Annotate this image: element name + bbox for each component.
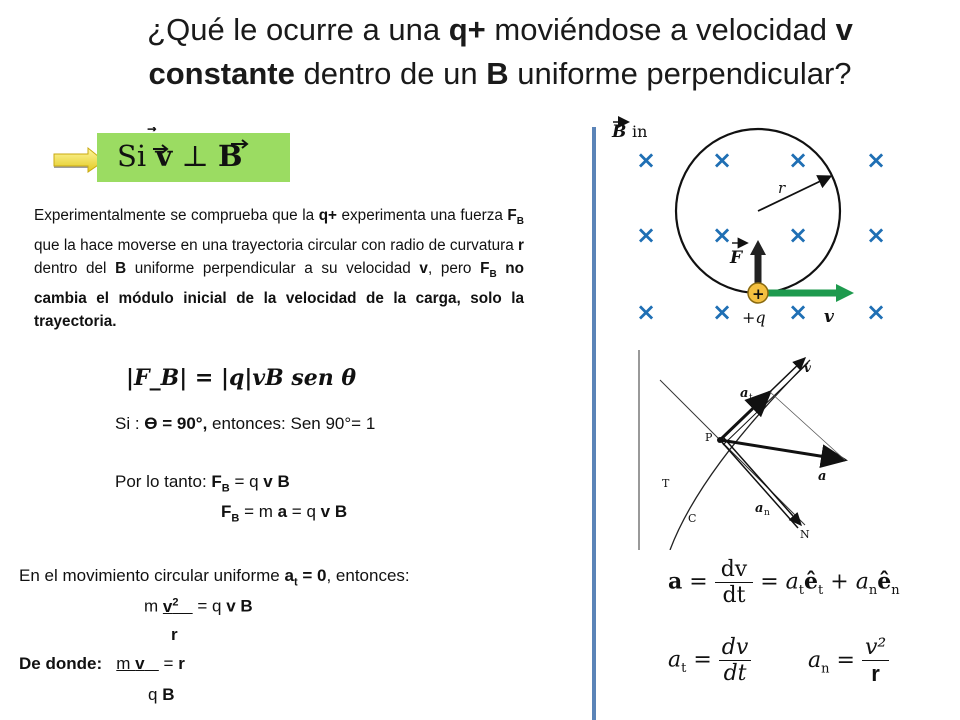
svg-text:a: a bbox=[755, 501, 764, 516]
description-paragraph: Experimentalmente se comprueba que la q+ experimenta una fuerza $F_B$ que la hace moverse en una trayectoria circular con radio de curvatura r dentro del B uniforme perpendicular a su velocidad v, pero $F_B$ no cambia el módulo inicial de la velocidad de la carga, solo la trayectoria. bbox=[34, 207, 524, 331]
svg-text:t: t bbox=[749, 393, 753, 403]
svg-text:C: C bbox=[688, 512, 697, 525]
svg-text:N: N bbox=[800, 528, 810, 541]
svg-text:+: + bbox=[752, 285, 765, 303]
cross-icon: × bbox=[788, 146, 809, 174]
cross-icon: × bbox=[712, 221, 733, 249]
charge-label: +q bbox=[742, 308, 766, 327]
svg-text:v: v bbox=[804, 361, 811, 375]
condition-text: Si v ⊥ B bbox=[117, 139, 243, 173]
acceleration-vector-equation: a = $\frac{dv}{dt}$ = $a_tê_t$ + $a_nê_n$ bbox=[668, 557, 900, 608]
cross-icon: × bbox=[636, 298, 657, 326]
page-title: ¿Qué le ocurre a una q+ moviéndose a velocidad v constante dentro de un B uniforme perpendicular? bbox=[147, 12, 853, 91]
cross-icon: × bbox=[866, 146, 887, 174]
svg-text:P: P bbox=[705, 431, 713, 444]
force-arrow bbox=[750, 240, 766, 255]
centripetal-equation: m $v^2$ = q v B bbox=[144, 596, 253, 616]
normal-accel-equation: $a_n$ = $\frac{\text{v²}}{r}$ bbox=[808, 635, 889, 687]
radius-arrow bbox=[758, 177, 829, 211]
vector-arrows-icon bbox=[131, 138, 271, 156]
centripetal-denominator: r bbox=[171, 625, 178, 644]
svg-text:a: a bbox=[740, 386, 749, 401]
svg-text:n: n bbox=[764, 508, 770, 518]
angle-condition: Si : Ɵ = 90°, entonces: Sen 90°= 1 bbox=[115, 414, 376, 433]
radius-label: r bbox=[778, 179, 786, 197]
lorentz-formula: |F_B| = |q|vB sen θ bbox=[126, 365, 357, 391]
tangential-accel-equation: $a_t$ = $\frac{dv}{dt}$ bbox=[668, 635, 751, 686]
radius-equation: De donde: m v = r bbox=[19, 654, 185, 673]
tangent-line bbox=[660, 380, 805, 525]
uniform-motion-text: En el movimiento circular uniforme $a_t = 0$, entonces: bbox=[19, 566, 410, 589]
b-field-label: B bbox=[612, 122, 627, 142]
cross-icon: × bbox=[636, 221, 657, 249]
acceleration-diagram bbox=[630, 350, 865, 550]
radius-denominator: q B bbox=[148, 685, 175, 704]
cross-icon: × bbox=[788, 298, 809, 326]
cross-icon: × bbox=[866, 221, 887, 249]
b-in-label: in bbox=[632, 122, 648, 141]
magnetic-field-diagram bbox=[600, 115, 890, 340]
cross-icon: × bbox=[712, 146, 733, 174]
cross-icon: × bbox=[788, 221, 809, 249]
force-equation-2: $F_B = m$ a = q v B bbox=[221, 502, 348, 525]
cross-icon: × bbox=[636, 146, 657, 174]
cross-icon: × bbox=[866, 298, 887, 326]
svg-text:T: T bbox=[662, 477, 670, 490]
svg-text:a: a bbox=[818, 469, 827, 484]
divider-line bbox=[592, 127, 596, 720]
force-equation-1: Por lo tanto: $F_B = q$ v B bbox=[115, 472, 290, 495]
cross-icon: × bbox=[712, 298, 733, 326]
force-label: F bbox=[730, 248, 743, 268]
velocity-label: v bbox=[824, 307, 834, 327]
